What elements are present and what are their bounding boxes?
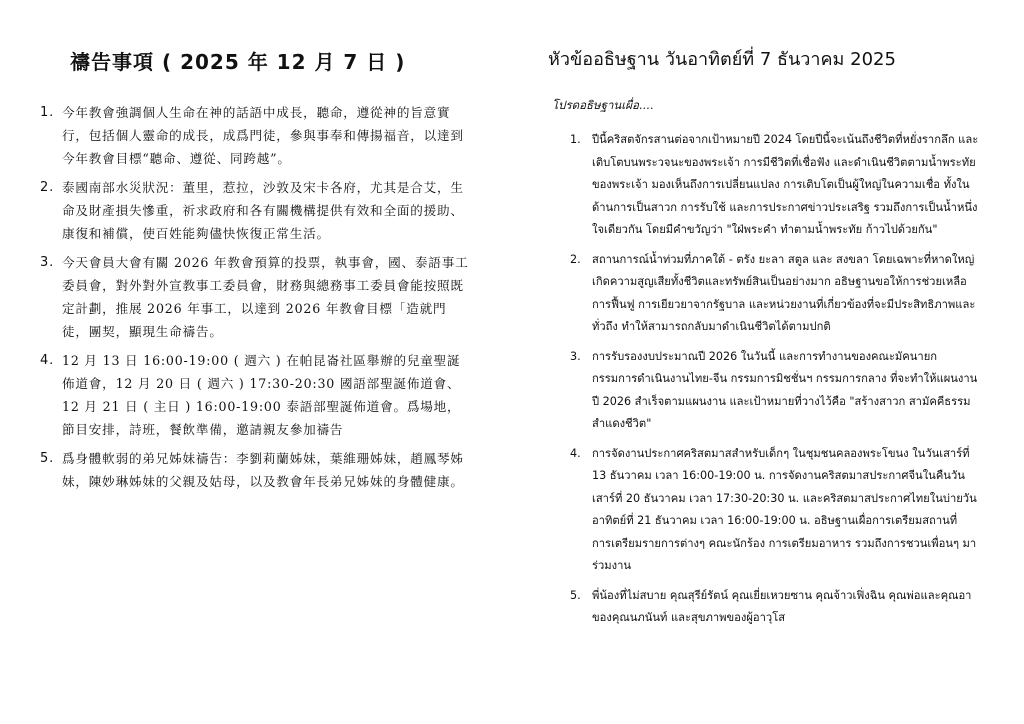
item-text: 今年教會強調個人生命在神的話語中成長，聽命，遵從神的旨意實行，包括個人靈命的成長，成爲門徒，參與事奉和傳揚福音，以達到今年教會目標“聽命、遵從、同跨越”。: [62, 105, 464, 166]
list-item: [570, 443, 980, 578]
thai-prayer-list: [570, 129, 980, 630]
list-item: [570, 585, 980, 630]
item-text: 今天會員大會有關 2026 年教會預算的投票，執事會，國、泰語事工委員會，對外對外宣教事工委員會，財務與總務事工委員會能按照既定計劃，推展 2026 年事工，以達到 2026 年教會目標「造就門徒，團契，顯現生命禱告。: [62, 255, 469, 339]
item-number: 1.: [40, 105, 55, 120]
list-item: [40, 349, 470, 441]
chinese-prayer-column: [40, 0, 470, 499]
thai-prayer-column: [548, 0, 980, 637]
item-text: พี่น้องที่ไม่สบาย คุณสุรีย์รัตน์ คุณเยี่ยเหวยซาน คุณจ้าวเฟิ่งฉิน คุณพ่อและคุณอาของคุณนภนันท์ และสุขภาพของผู้อาวุโส: [592, 588, 972, 624]
thai-title: หัวข้ออธิษฐาน วันอาทิตย์ที่ 7 ธันวาคม 2025: [548, 49, 896, 70]
item-number: 4.: [40, 353, 55, 368]
item-number: 4.: [570, 446, 581, 460]
item-text: 泰國南部水災狀況：董里，惹拉，沙敦及宋卡各府，尤其是合艾，生命及財產損失慘重，祈求政府和各有關機構提供有效和全面的援助、康復和補償，使百姓能夠儘快恢復正常生活。: [62, 180, 464, 241]
thai-intro: โปรดอธิษฐานเผื่อ....: [552, 98, 654, 112]
item-text: การรับรองงบประมาณปี 2026 ในวันนี้ และการทำงานของคณะมัคนายก กรรมการดำเนินงานไทย-จีน กรรมการมิชชั่นฯ กรรมการกลาง ที่จะทำให้แผนงานปี 2026 สำเร็จตามแผนงาน และเป้าหมายที่วางไว้คือ "สร้างสาวก สามัคคีธรรม สำแดงชีวิต": [592, 349, 978, 430]
chinese-title: 禱告事項 ( 2025 年 12 月 7 日 ): [70, 50, 406, 74]
item-text: การจัดงานประกาศคริสตมาสสำหรับเด็กๆ ในชุมชนคลองพระโขนง ในวันเสาร์ที่ 13 ธันวาคม เวลา 16:00-19:00 น. การจัดงานคริสตมาสประกาศจีนในคืนวันเสาร์ที่ 20 ธันวาคม เวลา 17:30-20:30 น. และคริสตมาสประกาศไทยในบ่ายวันอาทิตย์ที่ 21 ธันวาคม เวลา 16:00-19:00 น. อธิษฐานเผื่อการเตรียมสถานที่ การเตรียมรายการต่างๆ คณะนักร้อง การเตรียมอาหาร รวมถึงการชวนเพื่อนๆ มาร่วมงาน: [592, 446, 977, 572]
list-item: [40, 447, 470, 493]
item-text: 爲身體軟弱的弟兄姊妹禱告：李劉莉蘭姊妹，葉維珊姊妹，趙鳳琴姊妹，陳妙琳姊妹的父親及姑母，以及教會年長弟兄姊妹的身體健康。: [62, 451, 464, 489]
item-number: 1.: [570, 133, 581, 146]
item-number: 5.: [570, 588, 581, 602]
item-text: 12 月 13 日 16:00-19:00 ( 週六 ) 在帕昆崙社區舉辦的兒童聖誕佈道會，12 月 20 日 ( 週六 ) 17:30-20:30 國語部聖誕佈道會、12 月 21 日 ( 主日 ) 16:00-19:00 泰語部聖誕佈道會。爲場地，節目安排，詩班，餐飲準備，邀請親友參加禱告: [62, 353, 461, 437]
list-item: [570, 129, 980, 242]
item-number: 3.: [570, 349, 581, 363]
list-item: [40, 101, 470, 170]
item-number: 2.: [40, 180, 55, 195]
list-item: [570, 249, 980, 339]
item-number: 3.: [40, 255, 55, 270]
item-text: ปีนี้คริสตจักรสานต่อจากเป้าหมายปี 2024 โดยปีนี้จะเน้นถึงชีวิตที่หยั่งรากลึก และเติบโตบนพระวจนะของพระเจ้า การมีชีวิตที่เชื่อฟัง และดำเนินชีวิตตามน้ำพระทัยของพระเจ้า มองเห็นถึงการเปลี่ยนแปลง การเติบโตเป็นผู้ใหญ่ในความเชื่อ ทั้งในด้านการเป็นสาวก การรับใช้ และการประกาศข่าวประเสริฐ รวมถึงการเป็นน้ำหนึ่งใจเดียวกัน โดยมีคำขวัญว่า "ใฝ่พระคำ ทำตามน้ำพระทัย ก้าวไปด้วยกัน": [592, 133, 979, 236]
chinese-prayer-list: [40, 101, 470, 493]
list-item: [570, 346, 980, 436]
list-item: [40, 176, 470, 245]
list-item: [40, 251, 470, 343]
item-text: สถานการณ์น้ำท่วมที่ภาคใต้ - ตรัง ยะลา สตูล และ สงขลา โดยเฉพาะที่หาดใหญ่ เกิดความสูญเสียทั้งชีวิตและทรัพย์สินเป็นอย่างมาก อธิษฐานขอให้การช่วยเหลือ การฟื้นฟู การเยียวยาจากรัฐบาล และหน่วยงานที่เกี่ยวข้องที่จะมีประสิทธิภาพและทั่วถึง ทำให้สามารถกลับมาดำเนินชีวิตได้ตามปกติ: [592, 252, 976, 333]
item-number: 2.: [570, 252, 581, 266]
item-number: 5.: [40, 451, 55, 466]
